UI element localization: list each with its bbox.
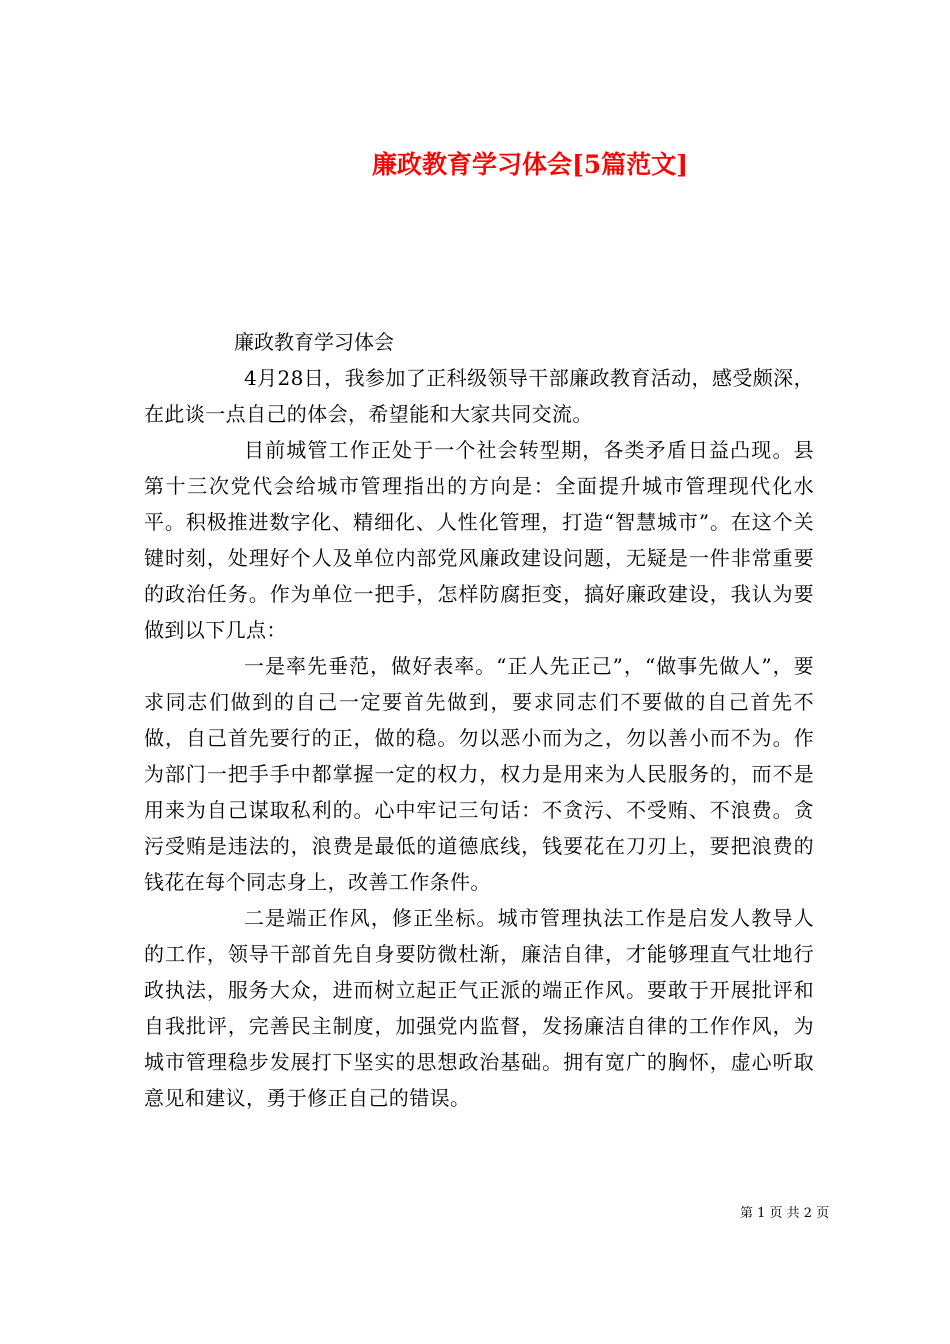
section-heading: 廉政教育学习体会 xyxy=(234,330,394,354)
paragraph-context: 目前城管工作正处于一个社会转型期，各类矛盾日益凸现。县第十三次党代会给城市管理指出的方向是：全面提升城市管理现代化水平。积极推进数字化、精细化、人性化管理，打造“智慧城市”。在这个关键时刻，处理好个人及单位内部党风廉政建设问题，无疑是一件非常重要的政治任务。作为单位一把手，怎样防腐拒变，搞好廉政建设，我认为要做到以下几点： xyxy=(144,438,814,642)
paragraph-point-two: 二是端正作风，修正坐标。城市管理执法工作是启发人教导人的工作，领导干部首先自身要防微杜渐，廉洁自律，才能够理直气壮地行政执法，服务大众，进而树立起正气正派的端正作风。要敢于开展批评和自我批评，完善民主制度，加强党内监督，发扬廉洁自律的工作作风，为城市管理稳步发展打下坚实的思想政治基础。拥有宽广的胸怀，虚心听取意见和建议，勇于修正自己的错误。 xyxy=(144,906,814,1110)
document-title: 廉政教育学习体会[5篇范文] xyxy=(371,149,689,179)
document-body xyxy=(144,324,814,1116)
page-number: 第 1 页 共 2 页 xyxy=(740,1206,830,1221)
paragraph-intro: 4月28日，我参加了正科级领导干部廉政教育活动，感受颇深，在此谈一点自己的体会，希望能和大家共同交流。 xyxy=(144,366,814,426)
paragraph-point-one: 一是率先垂范，做好表率。“正人先正己”，“做事先做人”，要求同志们做到的自己一定要首先做到，要求同志们不要做的自己首先不做，自己首先要行的正，做的稳。勿以恶小而为之，勿以善小而不为。作为部门一把手手中都掌握一定的权力，权力是用来为人民服务的，而不是用来为自己谋取私利的。心中牢记三句话：不贪污、不受贿、不浪费。贪污受贿是违法的，浪费是最低的道德底线，钱要花在刀刃上，要把浪费的钱花在每个同志身上，改善工作条件。 xyxy=(144,654,814,894)
